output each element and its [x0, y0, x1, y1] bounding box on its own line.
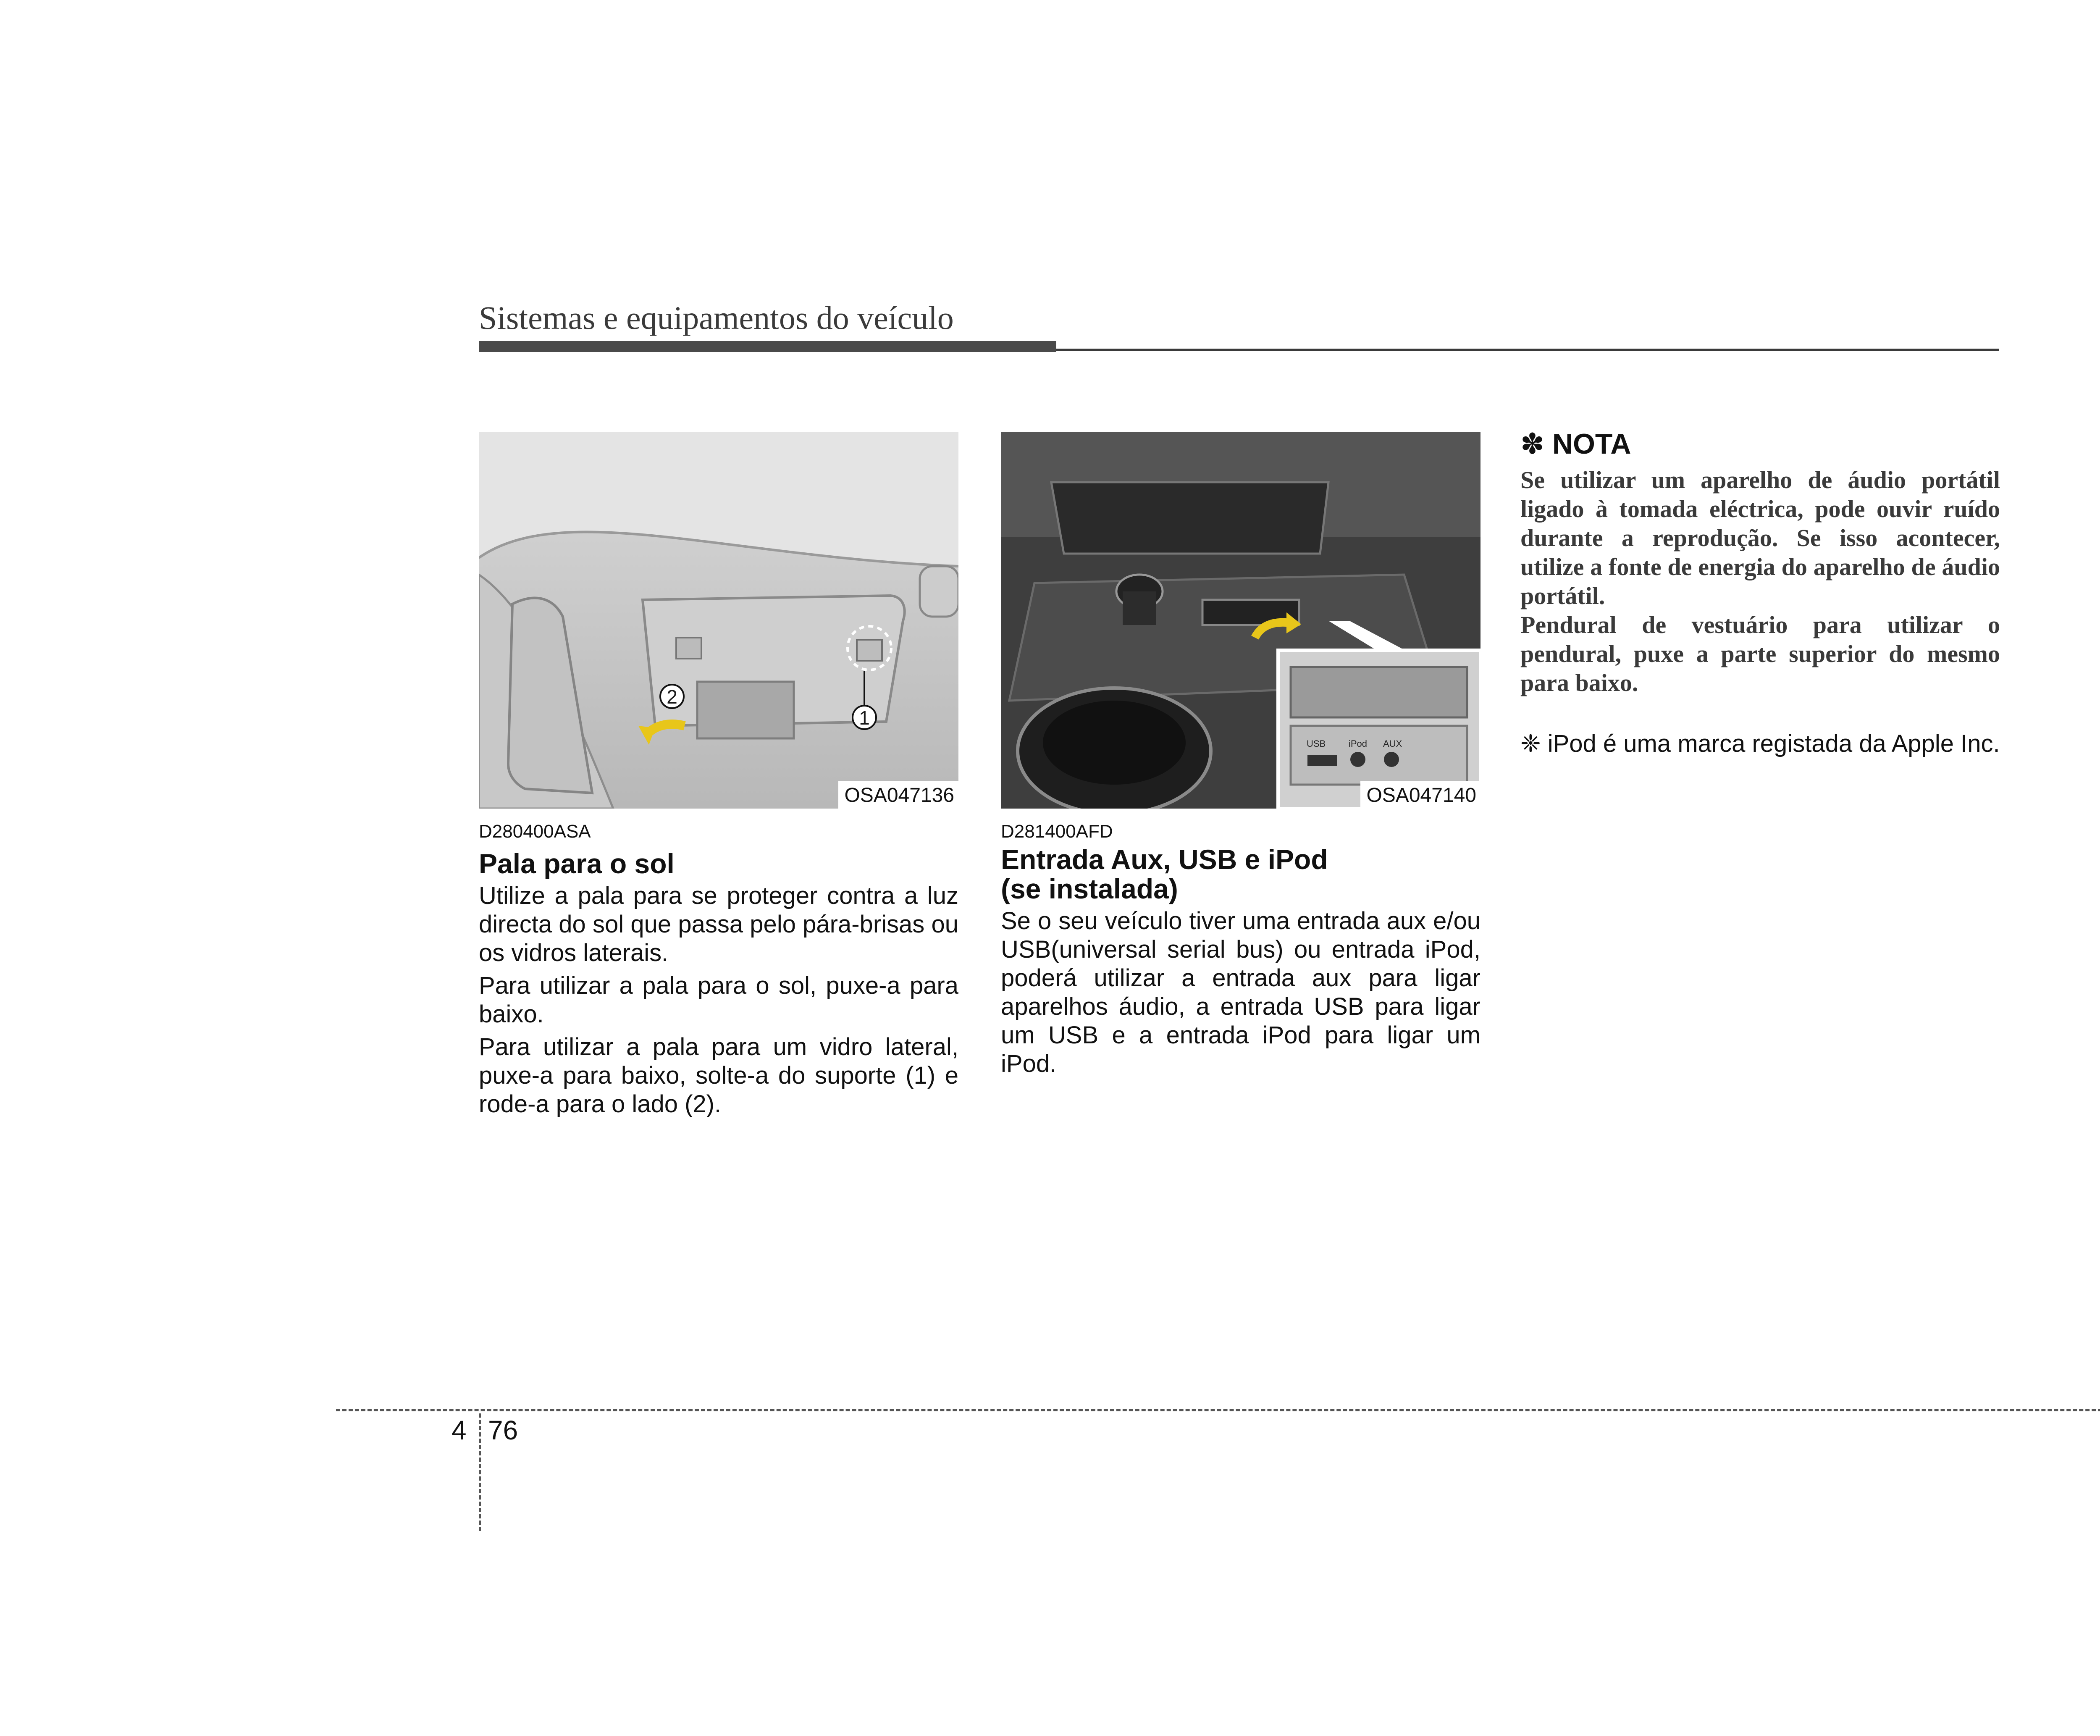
footer-divider: [336, 1409, 2100, 1411]
section-title: Sistemas e equipamentos do veículo: [479, 299, 954, 336]
section-heading-sub: (se instalada): [1001, 873, 1178, 904]
sun-visor-section: [479, 821, 958, 1119]
ipod-port-label: iPod: [1349, 738, 1368, 749]
paragraph: Se o seu veículo tiver uma entrada aux e/ou USB(universal serial bus) ou entrada iPod, poderá utilizar a entrada aux para ligar aparelhos áudio, a entrada USB para ligar um USB e a entrada iPod para ligar um iPod.: [1001, 907, 1480, 1077]
note-title: ✽ NOTA: [1520, 428, 1631, 460]
note-paragraph: Pendural de vestuário para utilizar o pendural, puxe a parte superior do mesmo para baixo.: [1520, 611, 2000, 696]
console-illustration: [1001, 432, 1480, 809]
page-number: 76: [488, 1415, 518, 1445]
usb-port-label: USB: [1307, 738, 1326, 749]
section-heading: Pala para o sol: [479, 848, 675, 879]
aux-port-label: AUX: [1383, 738, 1402, 749]
note-paragraph: Se utilizar um aparelho de áudio portátil ligado à tomada eléctrica, pode ouvir ruído durante a reprodução. Se isso acontecer, utilize a fonte de energia do aparelho de áudio portátil.: [1520, 466, 2000, 609]
paragraph: Para utilizar a pala para um vidro lateral, puxe-a para baixo, solte-a do suporte (1) e rode-a para o lado (2).: [479, 1033, 958, 1118]
paragraph: Utilize a pala para se proteger contra a luz directa do sol que passa pelo pára-brisas ou os vidros laterais.: [479, 882, 958, 966]
note-body: [1520, 465, 2000, 697]
trademark-note: ❈ iPod é uma marca registada da Apple Inc.: [1520, 730, 2000, 757]
callout-2: 2: [667, 686, 677, 708]
footer-vertical-divider: [479, 1413, 481, 1531]
callout-1: 1: [859, 707, 870, 729]
header-bar: [479, 341, 1056, 352]
section-code: D280400ASA: [479, 821, 591, 842]
figure-code: OSA047136: [838, 781, 958, 809]
aux-usb-figure: [1001, 432, 1480, 809]
sun-visor-illustration: [479, 432, 958, 809]
chapter-number: 4: [452, 1415, 467, 1445]
figure-code: OSA047140: [1360, 781, 1480, 809]
aux-usb-section: [1001, 821, 1480, 1078]
section-heading: Entrada Aux, USB e iPod: [1001, 844, 1328, 875]
paragraph: Para utilizar a pala para o sol, puxe-a para baixo.: [479, 972, 958, 1028]
sun-visor-figure: [479, 432, 958, 809]
section-code: D281400AFD: [1001, 821, 1113, 842]
